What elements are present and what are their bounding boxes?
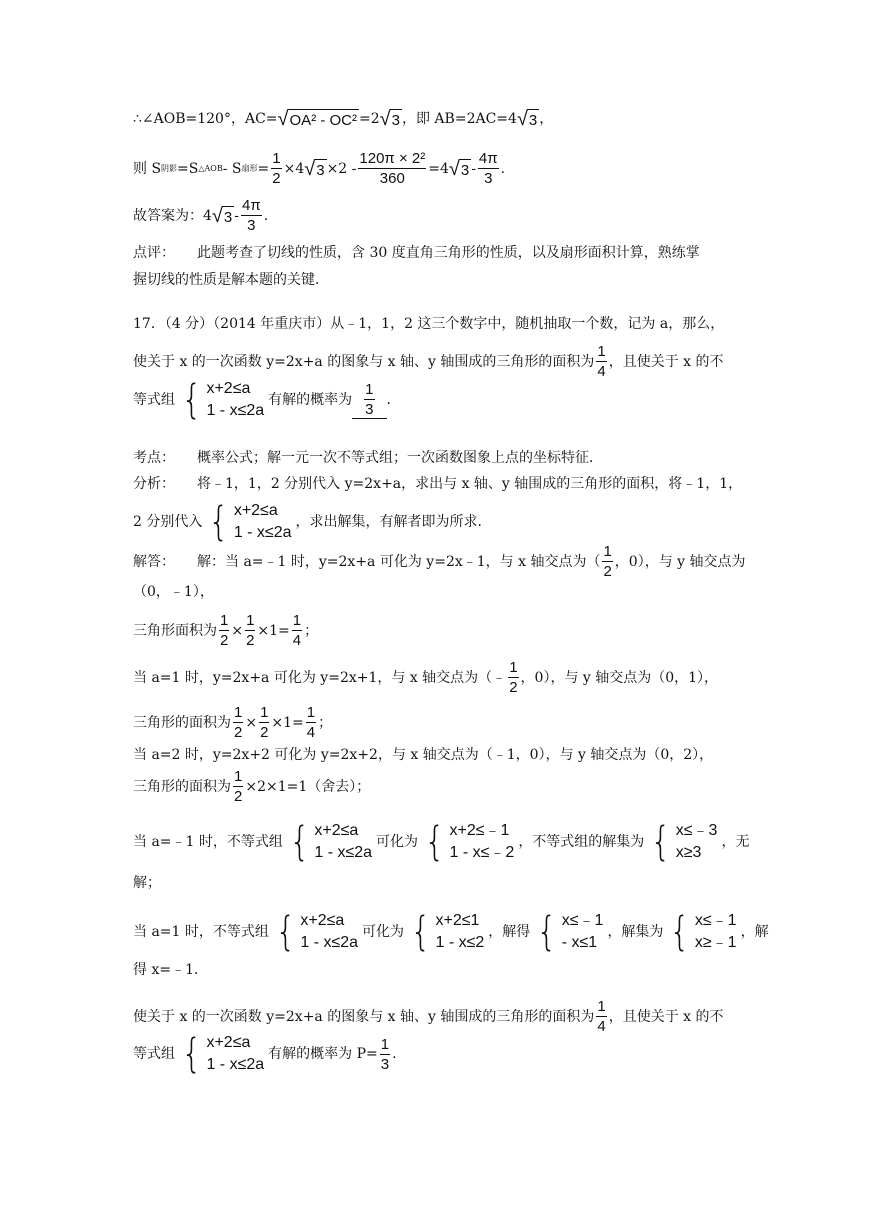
numerator: 1	[509, 659, 518, 676]
text: 则 S	[133, 160, 162, 177]
numerator: 1	[260, 704, 269, 721]
subscript: 扇形	[241, 163, 258, 173]
numerator: 1	[246, 612, 255, 629]
fraction	[364, 381, 374, 418]
text: 当 a=﹣1 时，不等式组	[133, 834, 283, 850]
jieda-line-1	[133, 543, 746, 580]
numerator: 1	[292, 612, 302, 629]
text: 三角形的面积为	[133, 778, 231, 795]
sqrt-expr: √ 3	[379, 108, 400, 130]
times-sign: ×	[245, 714, 258, 731]
text: ∴∠AOB=120°，AC=	[133, 111, 278, 127]
text: 当 a=1 时，不等式组	[133, 924, 269, 940]
kaodian-label: 考点：	[133, 450, 175, 466]
text: 等式组	[133, 1046, 175, 1062]
jieda-line-3	[133, 612, 318, 649]
text: 使关于 x 的一次函数 y=2x+a 的图象与 x 轴、y 轴围成的三角形的面积为	[133, 1008, 595, 1025]
text: 当 a=2 时，y=2x+2 可化为 y=2x+2，与 x 轴交点为（﹣1，0），与 y 轴交点为（0，2），	[133, 747, 714, 763]
numerator: 1	[234, 768, 243, 785]
denominator: 3	[380, 1055, 390, 1073]
system-row: 1 - x≤2a	[206, 1056, 265, 1073]
text: =	[257, 160, 270, 177]
fenxi-label: 分析：	[133, 476, 175, 492]
fenxi-line-1	[133, 477, 742, 491]
inequality-system: { x+2≤a 1 - x≤2a	[181, 377, 265, 423]
radicand: 3	[459, 159, 471, 179]
numerator: 1	[380, 1035, 390, 1053]
sqrt-expr: √ 3	[516, 108, 538, 130]
fraction	[380, 1036, 390, 1073]
prev-line-3	[133, 197, 268, 234]
system-row: x+2≤a	[300, 912, 345, 929]
prev-line-1	[133, 109, 553, 129]
q17-line-1	[133, 317, 724, 331]
jieda-line-11	[133, 963, 208, 977]
text: =4	[428, 160, 449, 177]
times-sign: ×	[231, 622, 244, 639]
text: ，解集为	[607, 924, 664, 940]
denominator: 4	[292, 632, 302, 649]
system-row: x+2≤a	[233, 502, 278, 519]
fraction	[478, 150, 499, 187]
text: ，	[539, 111, 554, 127]
q17-line-2	[133, 343, 724, 380]
text: .	[500, 160, 506, 177]
jieda-line-4	[133, 659, 718, 696]
comment-label: 点评：	[133, 245, 175, 261]
fraction	[245, 612, 255, 649]
text: 2 分别代入	[133, 514, 203, 530]
denominator: 2	[220, 632, 229, 649]
fraction	[596, 998, 606, 1035]
text: =S	[177, 160, 199, 177]
system-row: 1 - x≤2a	[300, 934, 359, 951]
inequality-system: { x+2≤a 1 - x≤2a	[275, 909, 359, 955]
numerator: 4π	[478, 150, 498, 167]
text: ，且使关于 x 的不	[608, 353, 724, 370]
text: 解；	[133, 875, 161, 891]
system-row: x+2≤a	[206, 380, 251, 397]
text: ，无	[721, 834, 750, 850]
inequality-system: { x+2≤a 1 - x≤2a	[289, 819, 373, 865]
jieda-line-9	[133, 876, 161, 890]
jieda-line-6	[133, 748, 713, 762]
text: 可化为	[376, 834, 419, 850]
text: -	[234, 207, 239, 224]
jieda-label: 解答：	[133, 553, 175, 570]
subscript: 阴影	[161, 163, 178, 173]
fraction	[602, 543, 612, 580]
inequality-system: { x+2≤a 1 - x≤2a	[181, 1031, 265, 1077]
text: ；	[304, 622, 319, 639]
text: 三角形的面积为	[133, 714, 231, 731]
denominator: 3	[247, 217, 256, 234]
fraction	[508, 659, 518, 696]
system-row: x≥3	[675, 844, 702, 861]
denominator: 2	[234, 724, 243, 741]
radicand: 3	[390, 109, 402, 129]
text: ，解	[740, 924, 769, 940]
fraction	[596, 343, 606, 380]
text: ×4	[283, 160, 305, 177]
system-row: - x≤1	[561, 934, 598, 951]
jieda-line-12	[133, 998, 724, 1035]
system-row: 1 - x≤2a	[206, 402, 265, 419]
text: 握切线的性质是解本题的关键．	[133, 272, 329, 288]
fraction	[241, 197, 262, 234]
fraction	[271, 150, 281, 187]
jieda-line-5	[133, 704, 332, 741]
jieda-line-13	[133, 1032, 397, 1076]
system-row: x+2≤﹣1	[449, 822, 510, 839]
fraction	[292, 612, 302, 649]
text: 将﹣1，1，2 分别代入 y=2x+a，求出与 x 轴、y 轴围成的三角形的面积，将﹣1，1，	[197, 476, 743, 492]
denominator: 4	[597, 363, 606, 380]
fraction	[233, 704, 243, 741]
denominator: 2	[509, 679, 518, 696]
prev-comment-cont	[133, 273, 329, 287]
text: ×2 -	[326, 160, 357, 177]
system-row: x≤﹣3	[675, 822, 718, 839]
text: 可化为	[362, 924, 405, 940]
fraction	[358, 150, 426, 187]
text: .	[392, 1046, 397, 1062]
text: - S	[222, 160, 242, 177]
system-row: x+2≤1	[435, 912, 480, 929]
system-row: x+2≤a	[206, 1034, 251, 1051]
denominator: 3	[484, 170, 493, 187]
system-row: 1 - x≤2a	[233, 524, 292, 541]
prev-comment	[133, 246, 700, 260]
numerator: 1	[272, 150, 281, 167]
jieda-line-8	[133, 820, 749, 864]
text: .	[263, 207, 269, 224]
kaodian-text: 概率公式；解一元一次不等式组；一次函数图象上点的坐标特征．	[197, 450, 603, 466]
text: ，不等式组的解集为	[518, 834, 645, 850]
sqrt-expr: √ 3	[448, 157, 470, 180]
inequality-system: { x≤﹣1 x≥﹣1	[669, 909, 737, 955]
text: ×1=	[257, 622, 290, 639]
inequality-system: { x+2≤a 1 - x≤2a	[208, 499, 292, 545]
fraction	[219, 612, 229, 649]
text: ，解得	[488, 924, 531, 940]
system-row: 1 - x≤﹣2	[449, 844, 515, 861]
numerator: 120π × 2²	[359, 150, 426, 167]
inequality-system: { x≤﹣3 x≥3	[650, 819, 718, 865]
numerator: 1	[603, 543, 612, 560]
kaodian	[133, 451, 603, 465]
numerator: 1	[234, 704, 243, 721]
question-text: 17．（4 分）（2014 年重庆市）从﹣1，1，2 这三个数字中，随机抽取一个数，记为 a，那么，	[133, 316, 725, 332]
answer-blank	[352, 381, 386, 419]
numerator: 1	[220, 612, 229, 629]
inequality-system: { x+2≤﹣1 1 - x≤﹣2	[424, 819, 515, 865]
text: ×2×1=1（舍去）；	[245, 778, 371, 795]
text: ．	[386, 392, 401, 408]
text: 当 a=1 时，y=2x+a 可化为 y=2x+1，与 x 轴交点为（﹣	[133, 669, 507, 686]
system-row: 1 - x≤2	[435, 934, 485, 951]
text: 解：当 a=﹣1 时，y=2x+a 可化为 y=2x﹣1，与 x 轴交点为（	[197, 553, 601, 570]
text: 等式组	[133, 392, 175, 408]
system-row: 1 - x≤2a	[314, 844, 373, 861]
fraction	[233, 768, 243, 805]
text: （0，﹣1），	[133, 584, 214, 600]
radicand: 3	[222, 206, 234, 226]
denominator: 4	[597, 1018, 606, 1035]
system-row: x≥﹣1	[694, 934, 737, 951]
text: 使关于 x 的一次函数 y=2x+a 的图象与 x 轴、y 轴围成的三角形的面积为	[133, 353, 595, 370]
subscript: △AOB	[198, 163, 223, 173]
denominator: 2	[260, 724, 269, 741]
text: 有解的概率为 P=	[268, 1046, 378, 1062]
radicand: 3	[314, 159, 326, 179]
denominator: 2	[272, 170, 281, 187]
text: =2	[359, 111, 380, 127]
denominator: 2	[603, 563, 612, 580]
radicand: OA² - OC²	[288, 109, 360, 129]
numerator: 1	[306, 704, 316, 721]
text: 有解的概率为	[268, 392, 353, 408]
text: 三角形面积为	[133, 622, 217, 639]
text: ×1=	[271, 714, 304, 731]
numerator: 4π	[241, 197, 261, 214]
text: 故答案为：4	[133, 207, 212, 224]
denominator: 2	[246, 632, 255, 649]
fraction	[259, 704, 269, 741]
fenxi-line-2	[133, 500, 492, 544]
denominator: 4	[306, 724, 316, 741]
denominator: 3	[365, 401, 374, 418]
system-row: x≤﹣1	[694, 912, 737, 929]
numerator: 1	[365, 381, 374, 398]
text: 得 x=﹣1．	[133, 962, 208, 978]
denominator: 360	[379, 170, 405, 187]
jieda-line-10	[133, 910, 769, 954]
comment-text: 此题考查了切线的性质，含 30 度直角三角形的性质，以及扇形面积计算，熟练掌	[197, 245, 700, 261]
text: ，且使关于 x 的不	[608, 1008, 724, 1025]
denominator: 2	[234, 788, 243, 805]
text: ；	[318, 714, 333, 731]
numerator: 1	[597, 343, 606, 360]
radicand: 3	[527, 109, 539, 129]
jieda-line-7	[133, 768, 370, 805]
inequality-system: { x+2≤1 1 - x≤2	[410, 909, 485, 955]
text: ，求出解集，有解者即为所求．	[295, 514, 492, 530]
sqrt-expr: √ OA² - OC²	[277, 108, 358, 130]
inequality-system: { x≤﹣1 - x≤1	[536, 909, 604, 955]
text: ，0），与 y 轴交点为	[614, 553, 746, 570]
sqrt-expr: √ 3	[211, 204, 233, 227]
system-row: x+2≤a	[314, 822, 359, 839]
system-row: x≤﹣1	[561, 912, 604, 929]
prev-line-2	[133, 150, 505, 187]
q17-line-3	[133, 378, 401, 422]
text: -	[471, 160, 476, 177]
text: ，即 AB=2AC=4	[401, 111, 517, 127]
numerator: 1	[597, 998, 606, 1015]
text: ，0），与 y 轴交点为（0，1），	[520, 669, 719, 686]
sqrt-expr: √ 3	[304, 157, 325, 180]
fraction	[306, 704, 316, 741]
jieda-line-2	[133, 585, 214, 599]
